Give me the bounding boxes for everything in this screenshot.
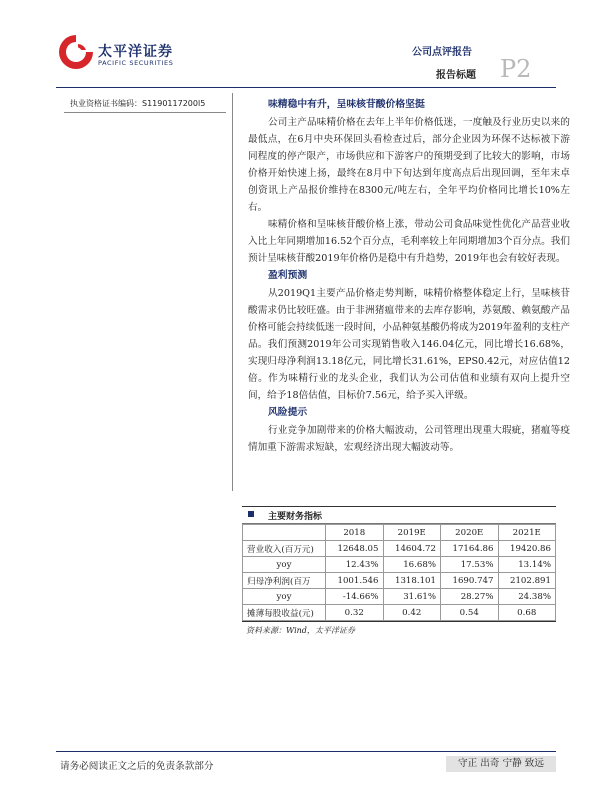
- table-cell: 2102.891: [498, 573, 556, 589]
- table-header-cell: 2019E: [383, 525, 441, 541]
- table-cell: 24.38%: [498, 589, 556, 605]
- table-cell: 14604.72: [383, 541, 441, 557]
- report-body: [248, 96, 570, 456]
- paragraph: 味精价格和呈味核苷酸价格上涨，带动公司食品味觉性优化产品营业收入比上年同期增加16.52个百分点，毛利率较上年同期增加3个百分点。我们预计呈味核苷酸2019年价格仍是稳中有升趋势，2019年也会有较好表现。: [248, 219, 570, 264]
- paragraph: 公司主产品味精价格在去年上半年价格低迷，一度触及行业历史以来的最低点，在6月中央环保回头看检查过后，部分企业因为环保不达标被下游同程度的停产限产，市场供应和下游客户的预期受到了比较大的影响，市场价格开始快速上扬，最终在8月中下旬达到年度高点后出现回调，至年末卓创资讯上产品报价维持在8300元/吨左右，全年平均价格同比增长10%左右。: [248, 117, 570, 213]
- table-cell: 13.14%: [498, 557, 556, 573]
- report-title: 报告标题: [436, 70, 476, 81]
- table-cell: 19420.86: [498, 541, 556, 557]
- table-row: [243, 557, 556, 573]
- footer-disclaimer: 请务必阅读正文之后的免责条款部分: [60, 761, 214, 772]
- table-cell: 12.43%: [326, 557, 384, 573]
- header-divider: [56, 87, 556, 88]
- table-cell: 0.68: [498, 605, 556, 621]
- table-cell: -14.66%: [326, 589, 384, 605]
- section-title-forecast: 盈利预测: [268, 270, 308, 281]
- table-row: [243, 589, 556, 605]
- table-header-cell: [243, 525, 326, 541]
- table-cell: 1318.101: [383, 573, 441, 589]
- paragraph: 从2019Q1主要产品价格走势判断，味精价格整体稳定上行，呈味核苷酸需求仍比较旺盛。由于非洲猪瘟带来的去库存影响，苏氨酸、赖氨酸产品价格可能会持续低迷一段时间，小品种氨基酸仍将成为2019年盈利的支柱产品。我们预测2019年公司实现销售收入146.04亿元，同比增长16.68%，实现归母净利润13.18亿元，同比增长31.61%，EPS0.42元，对应估值12倍。作为味精行业的龙头企业，我们认为公司估值和业绩有双向上提升空间，给予18倍估值，目标价7.56元，给予买入评级。: [248, 288, 570, 401]
- financial-table: [242, 506, 556, 639]
- table-cell: 0.54: [441, 605, 499, 621]
- table-row: [243, 605, 556, 621]
- table-cell: 摊薄每股收益(元): [243, 605, 326, 621]
- logo-name-en: PACIFIC SECURITIES: [98, 59, 174, 67]
- table-cell: 12648.05: [326, 541, 384, 557]
- table-column-header-row: [243, 525, 556, 541]
- logo-name-cn: 太平洋证券: [98, 44, 173, 60]
- table-header-cell: 2020E: [441, 525, 499, 541]
- paragraph: 行业竞争加剧带来的价格大幅波动，公司管理出现重大瑕疵，猪瘟等疫情加重下游需求短缺，宏观经济出现大幅波动等。: [248, 425, 570, 453]
- report-type: 公司点评报告: [412, 47, 472, 58]
- footer-divider: [56, 751, 556, 752]
- table-cell: yoy: [243, 589, 326, 605]
- table-header-cell: 2021E: [498, 525, 556, 541]
- table-cell: 归母净利润(百万: [243, 573, 326, 589]
- table-cell: 1690.747: [441, 573, 499, 589]
- table-header-cell: 2018: [326, 525, 384, 541]
- section-title-msg: 味精稳中有升，呈味核苷酸价格坚挺: [268, 99, 425, 110]
- table-cell: 31.61%: [383, 589, 441, 605]
- pacific-logo-icon: [56, 32, 96, 74]
- table-cell: 0.42: [383, 605, 441, 621]
- table-header: [242, 506, 556, 524]
- footer-motto: 守正 出奇 宁静 致远: [446, 756, 556, 772]
- sidebar-divider: [64, 112, 226, 113]
- table-title: 主要财务指标: [268, 512, 323, 522]
- square-bullet-icon: [248, 511, 254, 517]
- table-cell: 0.32: [326, 605, 384, 621]
- table-cell: yoy: [243, 557, 326, 573]
- section-title-risk: 风险提示: [268, 407, 308, 418]
- table-cell: 28.27%: [441, 589, 499, 605]
- table-cell: 1001.546: [326, 573, 384, 589]
- column-divider: [232, 93, 233, 491]
- table-cell: 营业收入(百万元): [243, 541, 326, 557]
- table-cell: 16.68%: [383, 557, 441, 573]
- financial-data-table: [242, 524, 556, 621]
- table-cell: 17164.86: [441, 541, 499, 557]
- table-row: [243, 573, 556, 589]
- table-source: 资料来源：Wind，太平洋证券: [242, 621, 556, 639]
- page-number: P2: [500, 55, 532, 83]
- analyst-certificate: 执业资格证书编码：S1190117200l5: [70, 99, 206, 108]
- table-row: [243, 541, 556, 557]
- company-logo: [56, 32, 186, 74]
- table-cell: 17.53%: [441, 557, 499, 573]
